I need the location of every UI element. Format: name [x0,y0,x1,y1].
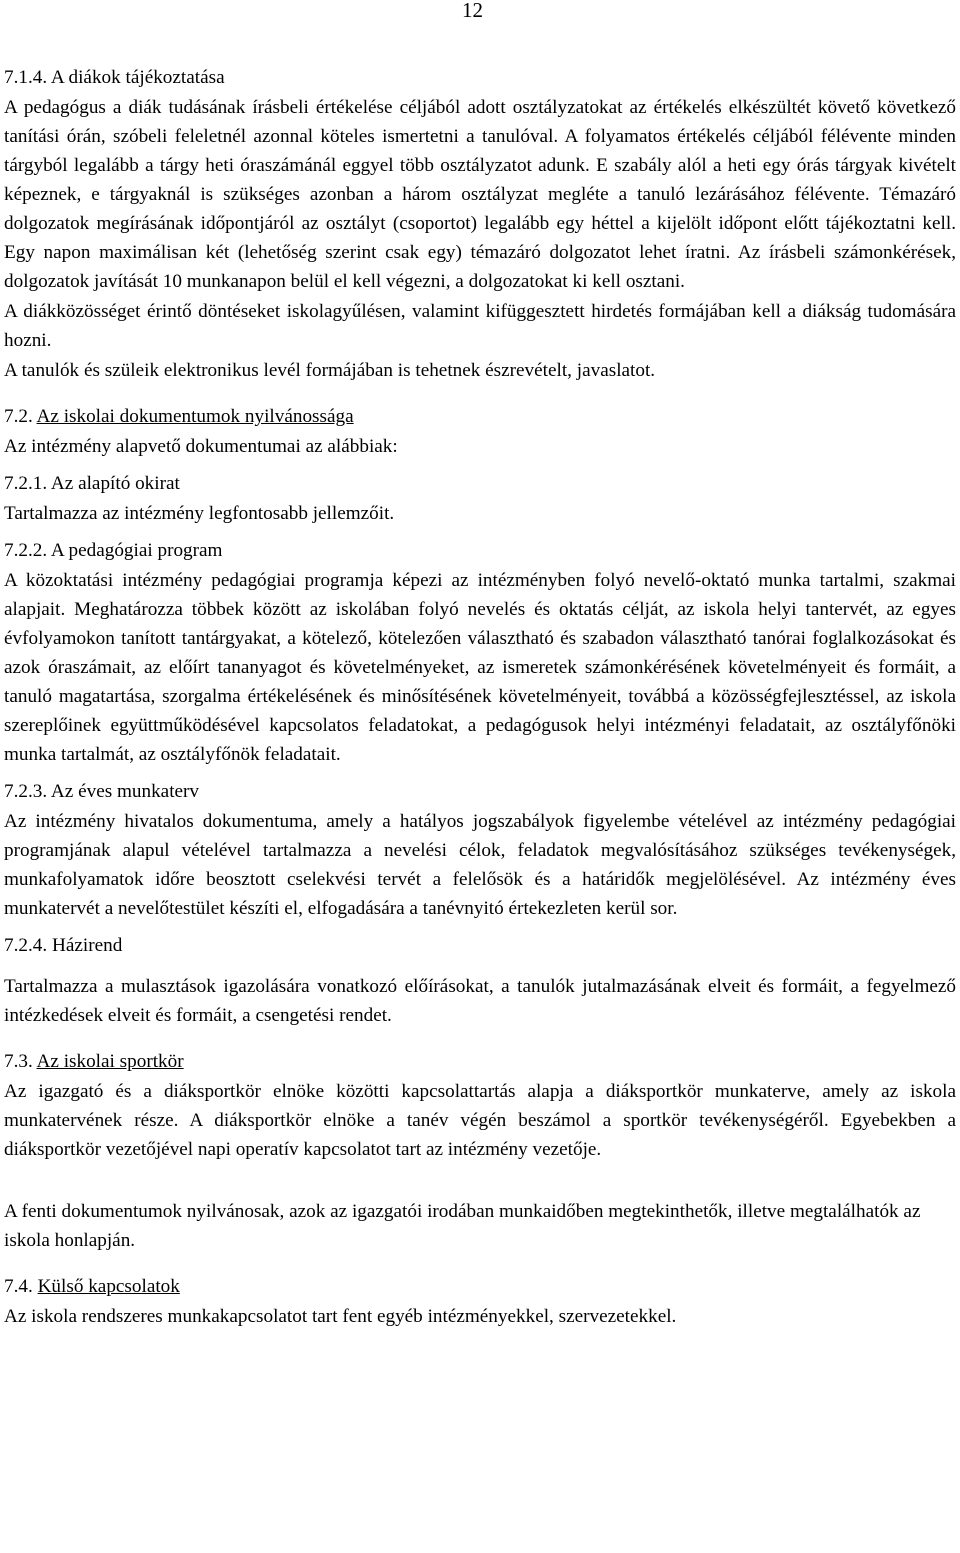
heading-7-2-1: 7.2.1. Az alapító okirat [4,473,180,494]
paragraph-alapveto-dokumentumok: Az intézmény alapvető dokumentumai az alábbiak: [4,436,398,457]
heading-7-2 [4,402,956,431]
paragraph-nyilvanos-dokumentumok: A fenti dokumentumok nyilvánosak, azok az igazgatói irodában munkaidőben megtekinthetők, illetve megtalálhatók az iskola honlapján. [4,1201,921,1251]
paragraph-hazirend: Tartalmazza a mulasztások igazolására vonatkozó előírásokat, a tanulók jutalmazásának elveit és formáit, a fegyelmező intézkedések elveit és formáit, a csengetési rendet. [4,976,956,1026]
heading-7-4-title: Külső kapcsolatok [37,1276,180,1297]
paragraph-eves-munkaterv: Az intézmény hivatalos dokumentuma, amely a hatályos jogszabályok figyelembe vételével az intézmény pedagógiai programjának alapul vételével tartalmazza a nevelési célok, feladatok megvalósításához szükséges tevékenységek, munkafolyamatok időre beosztott cselekvési tervét a felelősök és a határidők megjelölésével. Az intézmény éves munkatervét a nevelőtestület készíti el, elfogadására a tanévnyitó értekezleten kerül sor. [4,811,956,919]
heading-7-4 [4,1272,956,1301]
paragraph-diakkozosseg: A diákközösséget érintő döntéseket iskolagyűlésen, valamint kifüggesztett hirdetés formájában kell a diákság tudomására hozni. [4,301,956,351]
paragraph-sportkor: Az igazgató és a diáksportkör elnöke közötti kapcsolattartás alapja a diáksportkör munkaterve, amely az iskola munkatervének része. A diáksportkör elnöke a tanév végén beszámol a sportkör tevékenységéről. Egyebekben a diáksportkör vezetőjével napi operatív kapcsolatot tart az intézmény vezetője. [4,1081,956,1160]
paragraph-elektronikus-level: A tanulók és szüleik elektronikus levél formájában is tehetnek észrevételt, javaslatot. [4,360,656,381]
heading-7-3 [4,1047,956,1076]
document-body [4,62,956,1331]
paragraph-pedagogiai-program: A közoktatási intézmény pedagógiai programja képezi az intézményben folyó nevelő-oktató munka tartalmi, szakmai alapjait. Meghatározza többek között az iskolában folyó nevelés és oktatás célját, az iskola helyi tantervét, az egyes évfolyamokon tanított tantárgyakat, a kötelező, kötelezően választható és szabadon választható tanórai foglalkozásokat és azok óraszámait, az előírt tananyagot és követelményeket, az ismeretek számonkérésének követelményeit és formáit, a tanuló magatartása, szorgalma értékelésének és minősítésének követelményeit, továbbá a közösségfejlesztéssel, az iskola szereplőinek együttműködésével kapcsolatos feladatokat, a pedagógusok helyi intézményi feladatait, az osztályfőnöki munka tartalmát, az osztályfőnök feladatait. [4,570,956,765]
heading-7-3-title: Az iskolai sportkör [36,1051,184,1072]
paragraph-diakok-tajekoztatasa: A pedagógus a diák tudásának írásbeli értékelése céljából adott osztályzatokat az értékelés elkészültét követő következő tanítási órán, szóbeli feleletnél azonnal köteles ismertetni a tanulóval. A folyamatos értékelés céljából félévente minden tárgyból legalább a tárgy heti óraszámánál eggyel több osztályzatot adunk. E szabály alól a heti egy órás tárgyak kivételt képeznek, e tárgyaknál is szükséges azonban a három osztályzat megléte a tanuló lezárásához félévente. Témazáró dolgozatok megírásának időpontjáról az osztályt (csoportot) legalább egy héttel a kijelölt időpont előtt tájékoztatni kell. Egy napon maximálisan két (lehetőség szerint csak egy) témazáró dolgozatot lehet íratni. Az írásbeli számonkérések, dolgozatok javítását 10 munkanapon belül el kell végezni, a dolgozatokat ki kell osztani. [4,97,956,292]
heading-7-4-number: 7.4. [4,1276,38,1297]
heading-7-2-4: 7.2.4. Házirend [4,935,123,956]
heading-7-2-2: 7.2.2. A pedagógiai program [4,540,223,561]
paragraph-alapito-okirat: Tartalmazza az intézmény legfontosabb jellemzőit. [4,503,395,524]
heading-7-2-number: 7.2. [4,406,37,427]
paragraph-kulso-kapcsolatok: Az iskola rendszeres munkakapcsolatot tart fent egyéb intézményekkel, szervezetekkel. [4,1306,677,1327]
heading-7-2-title: Az iskolai dokumentumok nyilvánossága [36,406,354,427]
heading-7-3-number: 7.3. [4,1051,37,1072]
heading-7-2-3: 7.2.3. Az éves munkaterv [4,781,200,802]
page-number: 12 [462,0,483,22]
heading-7-1-4: 7.1.4. A diákok tájékoztatása [4,67,225,88]
